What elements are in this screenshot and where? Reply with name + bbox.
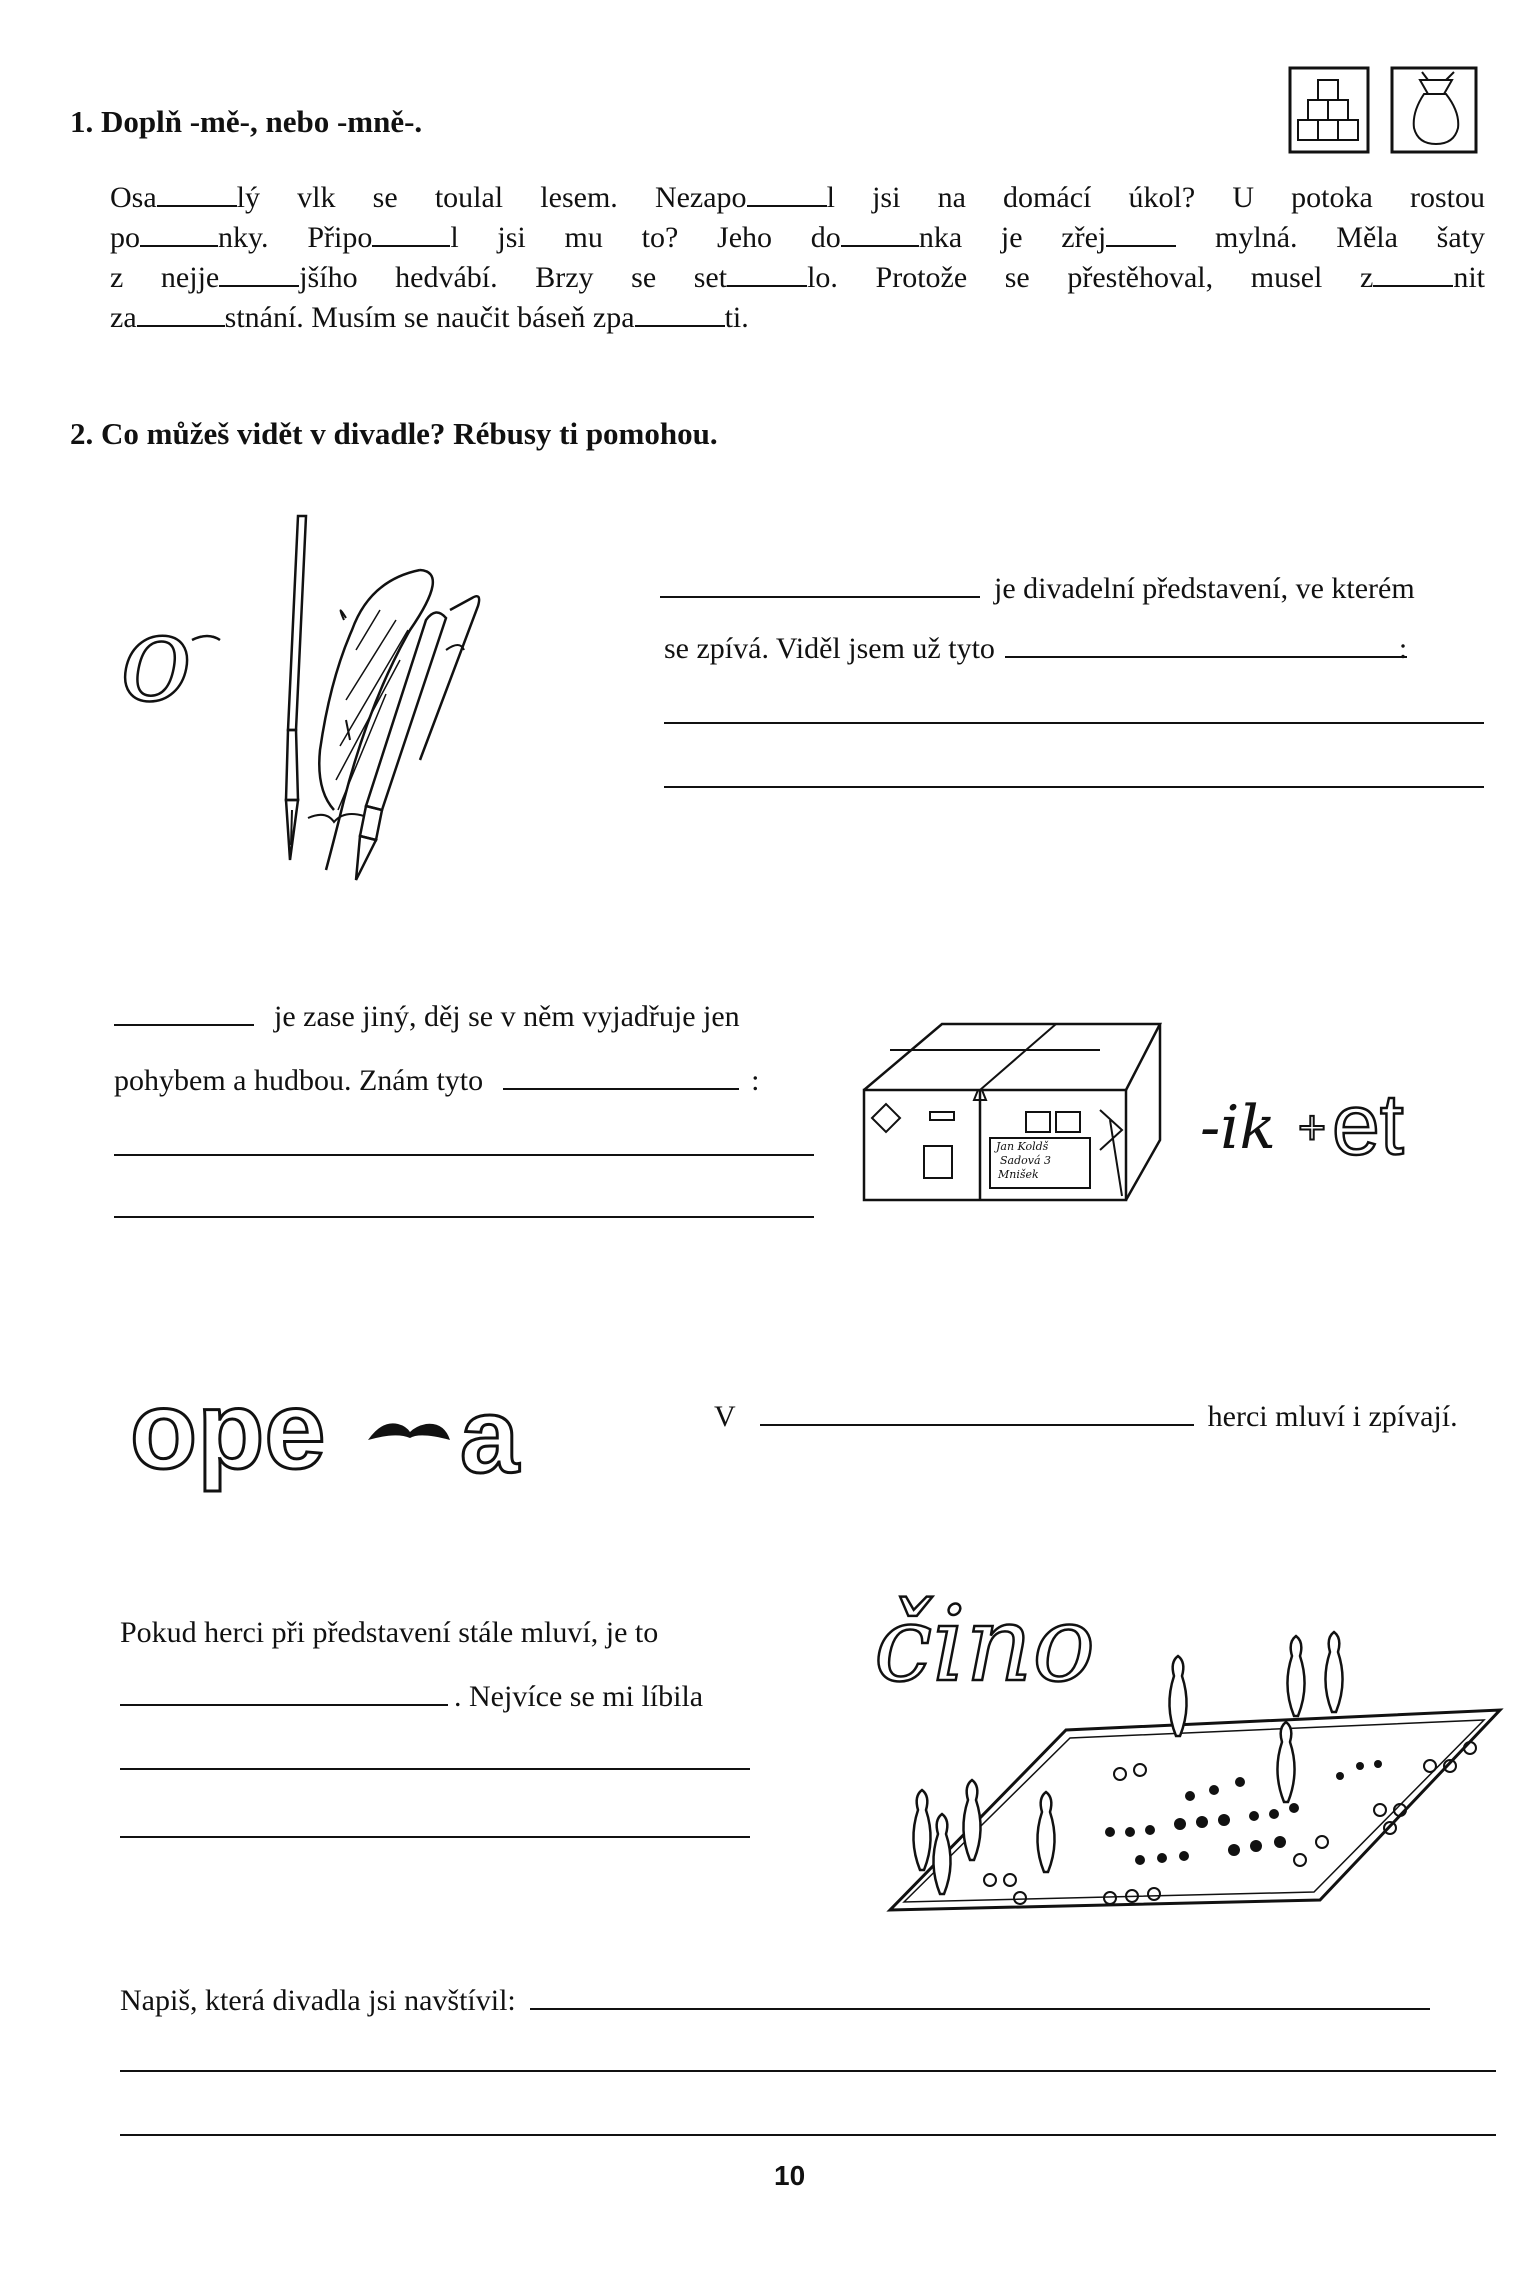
exercise-1-text	[110, 178, 1485, 338]
opera-line-1: je divadelní představení, ve kterém	[660, 572, 1415, 606]
package-icon	[864, 1024, 1160, 1200]
answer-blank[interactable]	[120, 1680, 448, 1706]
answer-line[interactable]	[120, 1836, 750, 1838]
cinohra-illustration	[870, 1570, 1510, 1950]
fill-blank[interactable]	[747, 181, 827, 207]
exercise-1-heading: 1. Doplň -mě-, nebo -mně-.	[70, 104, 423, 139]
rebus-plus: +	[1298, 1102, 1327, 1155]
visited-theatres-prompt: Napiš, která divadla jsi navštívil:	[120, 1984, 1430, 2018]
answer-blank[interactable]	[530, 1984, 1430, 2010]
fill-blank[interactable]	[372, 221, 450, 247]
exercise-1-line-1: Osa lý vlk se toulal lesem. Nezapo l jsi na domácí úkol? U potoka rostou	[110, 181, 1485, 214]
page-number: 10	[774, 2160, 806, 2191]
answer-line[interactable]	[114, 1154, 814, 1156]
opereta-illustration	[120, 1358, 550, 1498]
difficulty-icons	[1288, 66, 1484, 156]
answer-line[interactable]	[120, 1768, 750, 1770]
answer-line[interactable]	[120, 2070, 1496, 2072]
rebus-package	[860, 1020, 1500, 1235]
drama-line-1: Pokud herci při představení stále mluví, je to	[120, 1616, 659, 1649]
ballet-line-2: pohybem a hudbou. Znám tyto :	[114, 1064, 760, 1097]
package-illustration	[860, 1020, 1500, 1230]
fill-blank[interactable]	[219, 261, 299, 287]
rebus-a: a	[460, 1377, 519, 1495]
rebus-ope: ope	[130, 1369, 326, 1492]
svg-text:Sadová 3: Sadová 3	[1000, 1154, 1052, 1167]
feather-icon	[308, 570, 433, 870]
opera-line-2: se zpívá. Viděl jsem už tyto :	[664, 632, 1408, 665]
ballet-line-1: je zase jiný, děj se v něm vyjadřuje jen	[114, 1000, 740, 1034]
exercise-1-line-2: po nky. Připo l jsi mu to? Jeho do nka je zřej mylná. Měla šaty	[110, 221, 1486, 254]
package-address: Jan Koldš	[996, 1140, 1049, 1153]
rebus-cinohra	[870, 1570, 1510, 1955]
svg-text:Mnišek: Mnišek	[998, 1168, 1039, 1181]
pens-feather-illustration	[120, 510, 540, 890]
fill-blank[interactable]	[1106, 221, 1176, 247]
answer-line[interactable]	[664, 722, 1484, 724]
opereta-line: V herci mluví i zpívají.	[714, 1400, 1458, 1433]
rebus-et: et	[1332, 1077, 1404, 1173]
answer-blank[interactable]	[114, 1000, 254, 1026]
answer-blank[interactable]	[660, 572, 980, 598]
fill-blank[interactable]	[140, 221, 218, 247]
rebus-pens	[120, 510, 540, 895]
answer-blank[interactable]	[503, 1064, 739, 1090]
fill-blank[interactable]	[841, 221, 919, 247]
exercise-1-line-4: za stnání. Musím se naučit báseň zpa ti.	[110, 301, 749, 334]
money-bag-icon	[1392, 68, 1476, 152]
answer-blank[interactable]	[1005, 632, 1407, 658]
fill-blank[interactable]	[157, 181, 237, 207]
dip-pen-icon	[286, 516, 306, 860]
fill-blank[interactable]	[727, 261, 807, 287]
rebus-cino: čino	[874, 1583, 1096, 1705]
header-icons	[1288, 66, 1484, 161]
answer-blank[interactable]	[760, 1400, 1194, 1426]
blocks-icon	[1290, 68, 1368, 152]
exercise-2-heading: 2. Co můžeš vidět v divadle? Rébusy ti pomohou.	[70, 416, 718, 451]
mustache-icon	[368, 1423, 450, 1440]
answer-line[interactable]	[120, 2134, 1496, 2136]
fill-blank[interactable]	[1373, 261, 1453, 287]
rebus-opereta	[120, 1358, 550, 1503]
answer-line[interactable]	[664, 786, 1484, 788]
drama-line-2: . Nejvíce se mi líbila	[120, 1680, 703, 1714]
answer-line[interactable]	[114, 1216, 814, 1218]
rebus-letter-o: o	[120, 590, 193, 729]
exercise-1-line-3: z nejje jšího hedvábí. Brzy se set lo. Protože se přestěhoval, musel z nit	[110, 261, 1485, 294]
fill-blank[interactable]	[137, 301, 225, 327]
rebus-minus-ik: -ik	[1200, 1093, 1276, 1163]
fill-blank[interactable]	[635, 301, 725, 327]
